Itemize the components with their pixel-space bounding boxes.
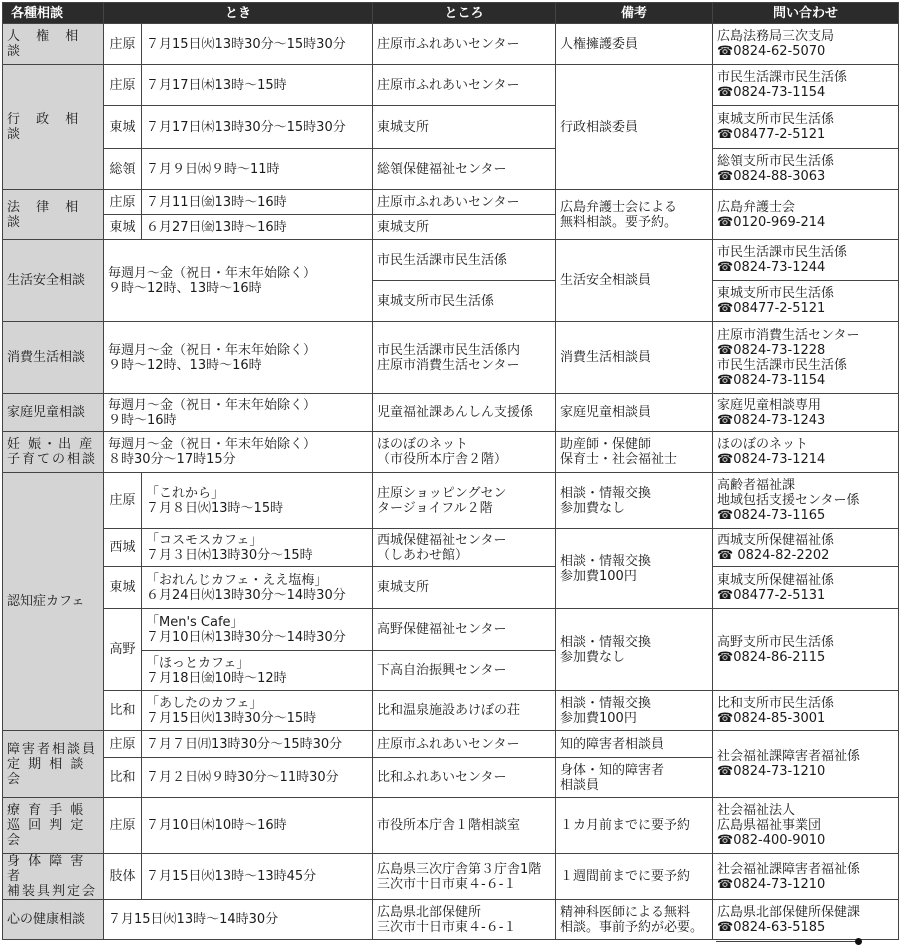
category-family-child: 家庭児童相談 (3, 394, 104, 432)
category-rehab-certificate: 療 育 手 帳 巡 回 判 定 会 (3, 798, 104, 854)
category-dementia-cafe: 認知症カフェ (3, 473, 104, 731)
schedule-time: 毎週月～金（祝日・年末年始除く） ９時～12時、13時～16時 (104, 322, 373, 394)
schedule-time: 毎週月～金（祝日・年末年始除く） ８時30分～17時15分 (104, 432, 373, 473)
venue: 市役所本庁舎１階相談室 (373, 798, 556, 854)
venue: 児童福祉課あんしん支援係 (373, 394, 556, 432)
table-row (3, 65, 899, 106)
venue: 東城支所 (373, 567, 556, 609)
contact-info: 東城支所市民生活係 ☎08477-2-5121 (713, 281, 899, 322)
table-row (3, 394, 899, 432)
contact-info: 市民生活課市民生活係 ☎0824-73-1244 (713, 240, 899, 281)
venue: 東城支所市民生活係 (373, 281, 556, 322)
table-row (3, 322, 899, 394)
area-label: 東城 (104, 567, 142, 609)
area-label: 庄原 (104, 731, 142, 758)
schedule-time: 毎週月～金（祝日・年末年始除く） ９時～16時 (104, 394, 373, 432)
contact-info: 社会福祉法人 広島県福祉事業団 ☎082-400-9010 (713, 798, 899, 854)
category-legal: 法 律 相 談 (3, 190, 104, 240)
header-row (3, 3, 899, 24)
contact-info: 庄原市消費生活センター ☎0824-73-1228 市民生活課市民生活係 ☎0824-73-1154 (713, 322, 899, 394)
header-note: 備考 (556, 3, 713, 24)
venue: 比和ふれあいセンター (373, 758, 556, 798)
remarks: 身体・知的障害者 相談員 (556, 758, 713, 798)
schedule-time: 「コスモスカフェ」 ７月３日㈭13時30分～15時 (142, 529, 373, 567)
header-when: とき (104, 3, 373, 24)
schedule-time: ７月11日㈮13時～16時 (142, 190, 373, 215)
remarks: １週間前までに要予約 (556, 854, 713, 900)
venue: 東城支所 (373, 106, 556, 149)
schedule-time: ７月15日㈫13時30分～15時30分 (142, 24, 373, 65)
table-row (3, 529, 899, 567)
remarks: 相談・情報交換 参加費100円 (556, 529, 713, 609)
table-row (3, 609, 899, 651)
schedule-time: ６月27日㈮13時～16時 (142, 215, 373, 240)
area-label: 庄原 (104, 798, 142, 854)
table-row (3, 106, 899, 149)
venue: 庄原市ふれあいセンター (373, 24, 556, 65)
schedule-time: ７月10日㈭10時～16時 (142, 798, 373, 854)
venue: 広島県北部保健所 三次市十日市東４-６-１ (373, 900, 556, 940)
remarks: 精神科医師による無料 相談。事前予約が必要。 (556, 900, 713, 940)
schedule-time: ７月17日㈭13時～15時 (142, 65, 373, 106)
area-label: 庄原 (104, 473, 142, 529)
table-row (3, 691, 899, 731)
consultation-schedule-table (2, 2, 899, 940)
schedule-time: 「Men's Cafe」 ７月10日㈭13時30分～14時30分 (142, 609, 373, 651)
area-label: 庄原 (104, 65, 142, 106)
contact-info: 西城支所保健福祉係 ☎ 0824-82-2202 (713, 529, 899, 567)
header-contact: 問い合わせ (713, 3, 899, 24)
area-label: 庄原 (104, 190, 142, 215)
area-label: 比和 (104, 691, 142, 731)
venue: 西城保健福祉センター （しあわせ館） (373, 529, 556, 567)
contact-info: 広島弁護士会 ☎0120-969-214 (713, 190, 899, 240)
remarks: 行政相談委員 (556, 65, 713, 190)
table-row (3, 854, 899, 900)
venue: 庄原市ふれあいセンター (373, 731, 556, 758)
contact-info: 広島法務局三次支局 ☎0824-62-5070 (713, 24, 899, 65)
venue: 庄原市ふれあいセンター (373, 190, 556, 215)
contact-info: 社会福祉課障害者福祉係 ☎0824-73-1210 (713, 731, 899, 798)
contact-info: 高野支所市民生活係 ☎0824-86-2115 (713, 609, 899, 691)
venue: 庄原市ふれあいセンター (373, 65, 556, 106)
schedule-time: ７月17日㈭13時30分～15時30分 (142, 106, 373, 149)
contact-info: 高齢者福祉課 地域包括支援センター係 ☎0824-73-1165 (713, 473, 899, 529)
remarks: 人権擁護委員 (556, 24, 713, 65)
remarks: １カ月前までに要予約 (556, 798, 713, 854)
area-label: 東城 (104, 106, 142, 149)
venue: 比和温泉施設あけぼの荘 (373, 691, 556, 731)
remarks: 生活安全相談員 (556, 240, 713, 322)
venue: ほのぼのネット （市役所本庁舎２階） (373, 432, 556, 473)
schedule-time: 「これから」 ７月８日㈫13時～15時 (142, 473, 373, 529)
remarks: 家庭児童相談員 (556, 394, 713, 432)
venue: 広島県三次庁舎第３庁舎1階 三次市十日市東４-６-１ (373, 854, 556, 900)
category-safety: 生活安全相談 (3, 240, 104, 322)
area-label: 東城 (104, 215, 142, 240)
remarks: 相談・情報交換 参加費なし (556, 609, 713, 691)
area-label: 高野 (104, 609, 142, 691)
remarks: 消費生活相談員 (556, 322, 713, 394)
remarks: 相談・情報交換 参加費100円 (556, 691, 713, 731)
area-label: 庄原 (104, 24, 142, 65)
venue: 高野保健福祉センター (373, 609, 556, 651)
contact-info: 総領支所市民生活係 ☎0824-88-3063 (713, 149, 899, 190)
remarks: 助産師・保健師 保育士・社会福祉士 (556, 432, 713, 473)
category-consumer: 消費生活相談 (3, 322, 104, 394)
table-row (3, 473, 899, 529)
table-row (3, 149, 899, 190)
header-category: 各種相談 (3, 3, 104, 24)
category-prosthetics: 身 体 障 害 者 補装具判定会 (3, 854, 104, 900)
contact-info: 比和支所市民生活係 ☎0824-85-3001 (713, 691, 899, 731)
schedule-time: 「おれんじカフェ・ええ塩梅」 ６月24日㈫13時30分～14時30分 (142, 567, 373, 609)
category-pregnancy-childcare: 妊 娠・出 産 子育ての相談 (3, 432, 104, 473)
contact-info: 市民生活課市民生活係 ☎0824-73-1154 (713, 65, 899, 106)
schedule-time: ７月15日㈫13時～13時45分 (142, 854, 373, 900)
contact-info: 家庭児童相談専用 ☎0824-73-1243 (713, 394, 899, 432)
venue: 総領保健福祉センター (373, 149, 556, 190)
end-dot-marker (855, 938, 862, 945)
category-human-rights: 人 権 相 談 (3, 24, 104, 65)
table-row (3, 190, 899, 215)
table-row (3, 567, 899, 609)
area-label: 西城 (104, 529, 142, 567)
category-disability-counselor: 障害者相談員 定 期 相 談 会 (3, 731, 104, 798)
schedule-time: ７月15日㈫13時～14時30分 (104, 900, 373, 940)
area-label: 総領 (104, 149, 142, 190)
venue: 市民生活課市民生活係内 庄原市消費生活センター (373, 322, 556, 394)
table-row (3, 900, 899, 940)
contact-info: 広島県北部保健所保健課 ☎0824-63-5185 (713, 900, 899, 940)
remarks: 広島弁護士会による 無料相談。要予約。 (556, 190, 713, 240)
venue: 下高自治振興センター (373, 651, 556, 691)
contact-info: ほのぼのネット ☎0824-73-1214 (713, 432, 899, 473)
schedule-time: ７月９日㈬９時～11時 (142, 149, 373, 190)
schedule-time: ７月７日㈪13時30分～15時30分 (142, 731, 373, 758)
remarks: 知的障害者相談員 (556, 731, 713, 758)
table-row (3, 432, 899, 473)
category-administrative: 行 政 相 談 (3, 65, 104, 190)
table-row (3, 798, 899, 854)
schedule-time: 毎週月～金（祝日・年末年始除く） ９時～12時、13時～16時 (104, 240, 373, 322)
end-rule (716, 941, 856, 942)
schedule-time: 「ほっとカフェ」 ７月18日㈮10時～12時 (142, 651, 373, 691)
venue: 庄原ショッピングセン タージョイフル２階 (373, 473, 556, 529)
contact-info: 社会福祉課障害者福祉係 ☎0824-73-1210 (713, 854, 899, 900)
venue: 東城支所 (373, 215, 556, 240)
table-row (3, 240, 899, 281)
table-row (3, 731, 899, 758)
contact-info: 東城支所市民生活係 ☎08477-2-5121 (713, 106, 899, 149)
schedule-time: 「あしたのカフェ」 ７月15日㈫13時30分～15時 (142, 691, 373, 731)
table-row (3, 24, 899, 65)
schedule-time: ７月２日㈬９時30分～11時30分 (142, 758, 373, 798)
category-mental-health: 心の健康相談 (3, 900, 104, 940)
contact-info: 東城支所保健福祉係 ☎08477-2-5131 (713, 567, 899, 609)
remarks: 相談・情報交換 参加費なし (556, 473, 713, 529)
header-where: ところ (373, 3, 556, 24)
area-label: 肢体 (104, 854, 142, 900)
venue: 市民生活課市民生活係 (373, 240, 556, 281)
area-label: 比和 (104, 758, 142, 798)
